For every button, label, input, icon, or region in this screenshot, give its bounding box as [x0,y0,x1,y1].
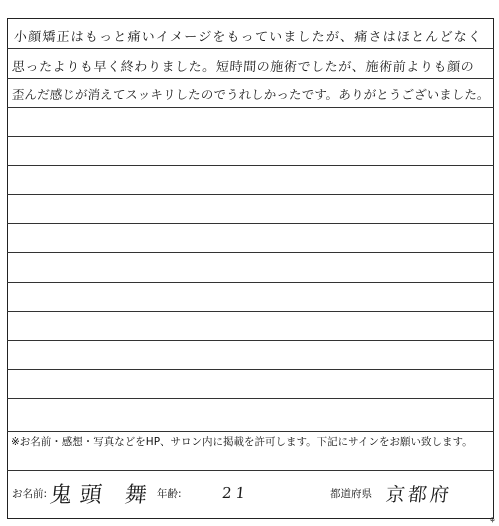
ruled-line [7,48,494,49]
ruled-line [7,311,494,312]
page-corner-mark: ⚘ [488,516,496,525]
ruled-line [7,223,494,224]
age-label: 年齢: [157,488,182,500]
ruled-line [7,194,494,195]
comment-line: 小顔矯正はもっと痛いイメージをもっていましたが、痛さはほとんどなく [13,30,483,45]
ruled-line [7,431,494,432]
ruled-line [7,165,494,166]
ruled-line [7,282,494,283]
age-value: 21 [221,484,251,502]
name-label: お名前: [12,488,48,500]
prefecture-label: 都道府県 [330,488,372,500]
name-signature: 鬼頭 舞 [48,483,157,508]
ruled-line [7,398,494,399]
ruled-line [7,136,494,137]
ruled-line [7,78,494,79]
comment-line: 思ったよりも早く終わりました。短時間の施術でしたが、施術前よりも顔の [11,60,475,75]
comment-line: 歪んだ感じが消えてスッキリしたのでうれしかったです。ありがとうございました。 [11,87,491,102]
consent-notice: ※お名前・感想・写真などをHP、サロン内に掲載を許可します。下記にサインをお願い致します。 [11,436,473,448]
ruled-line [7,252,494,253]
ruled-line [7,369,494,370]
ruled-line [7,470,494,471]
ruled-line [7,340,494,341]
prefecture-signature: 京都府 [384,484,454,506]
ruled-line [7,107,494,108]
